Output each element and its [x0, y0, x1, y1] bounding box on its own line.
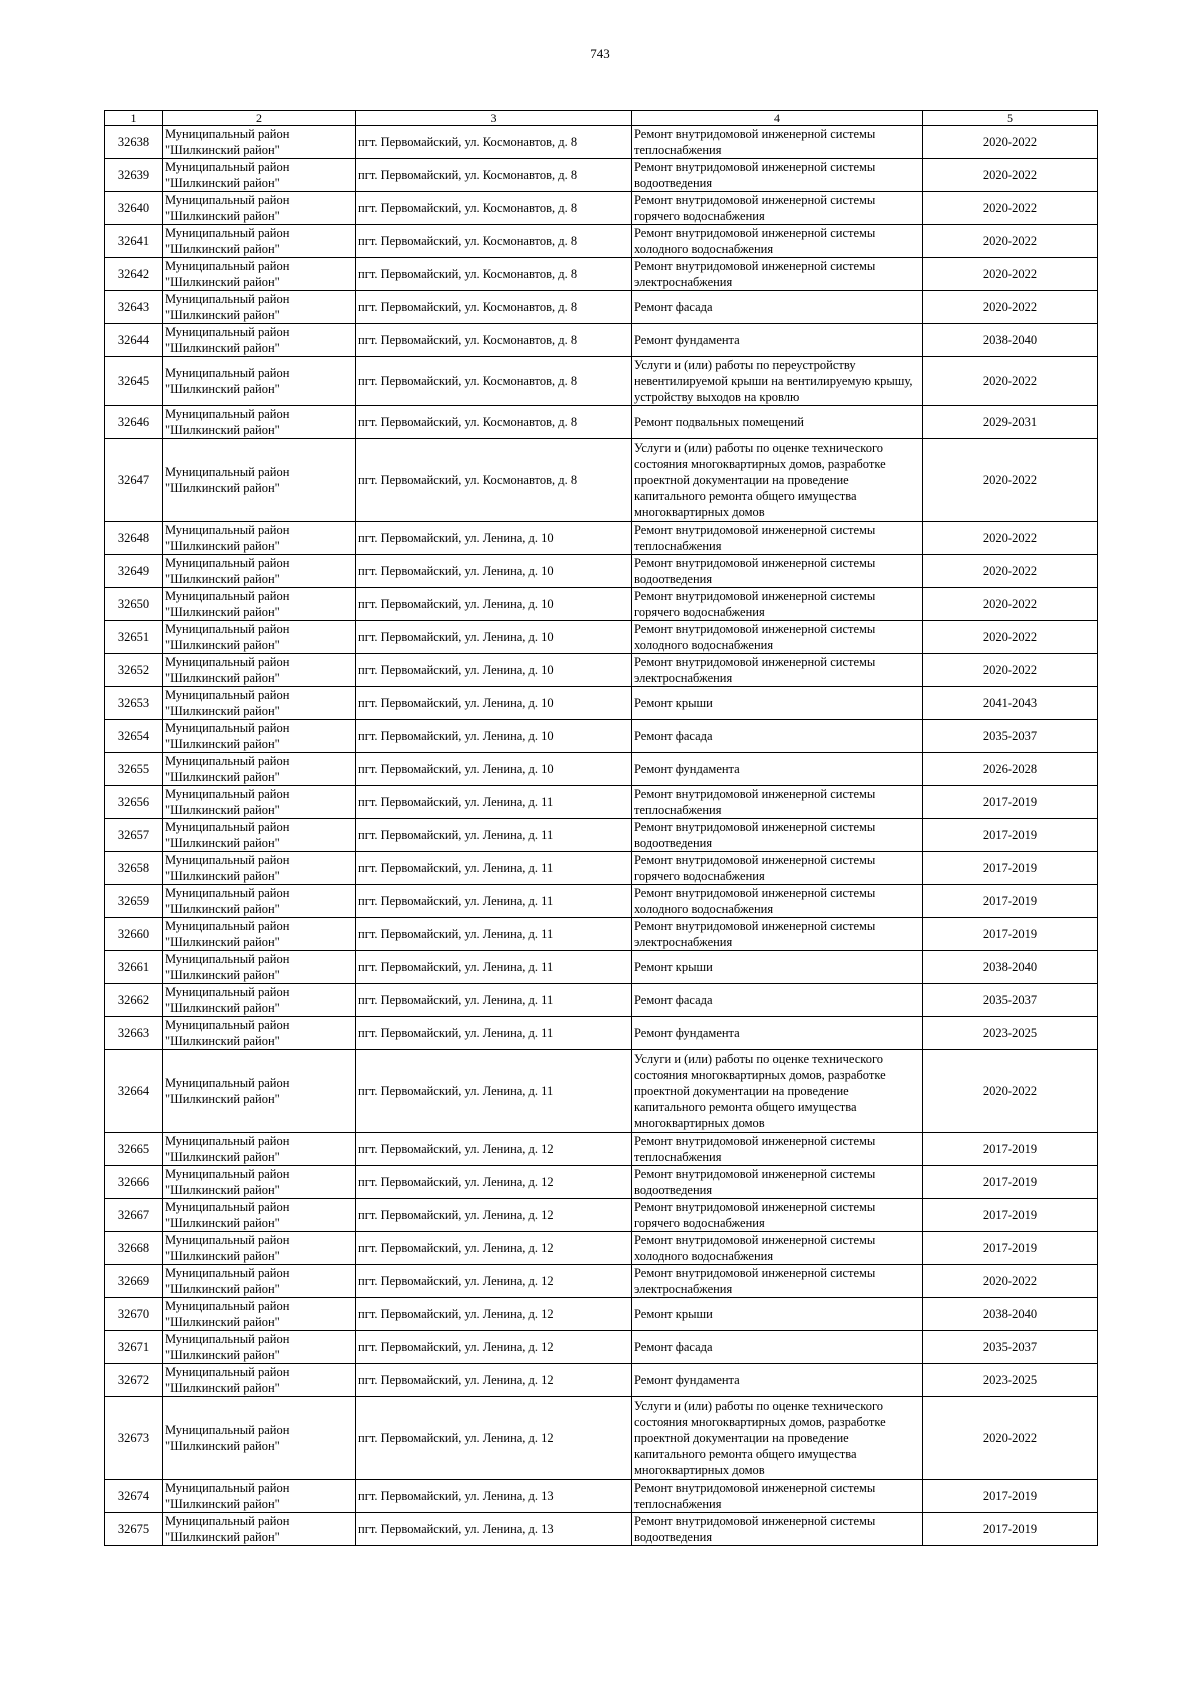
address-cell: пгт. Первомайский, ул. Ленина, д. 12 [356, 1265, 632, 1298]
address-cell: пгт. Первомайский, ул. Ленина, д. 13 [356, 1513, 632, 1546]
row-number-cell: 32645 [105, 357, 163, 406]
municipality-cell: Муниципальный район "Шилкинский район" [163, 258, 356, 291]
period-cell: 2023-2025 [923, 1364, 1098, 1397]
table-row [105, 786, 1098, 819]
municipality-cell: Муниципальный район "Шилкинский район" [163, 159, 356, 192]
work-type-cell: Ремонт внутридомовой инженерной системы холодного водоснабжения [632, 225, 923, 258]
address-cell: пгт. Первомайский, ул. Космонавтов, д. 8 [356, 192, 632, 225]
period-cell: 2035-2037 [923, 984, 1098, 1017]
row-number-cell: 32658 [105, 852, 163, 885]
table-row [105, 1397, 1098, 1480]
column-header-4: 4 [632, 111, 923, 126]
work-type-cell: Услуги и (или) работы по оценке технического состояния многоквартирных домов, разработке проектной документации на проведение капитального ремонта общего имущества многоквартирных домов [632, 1050, 923, 1133]
period-cell: 2017-2019 [923, 885, 1098, 918]
municipality-cell: Муниципальный район "Шилкинский район" [163, 1397, 356, 1480]
municipality-cell: Муниципальный район "Шилкинский район" [163, 885, 356, 918]
work-type-cell: Ремонт внутридомовой инженерной системы водоотведения [632, 555, 923, 588]
address-cell: пгт. Первомайский, ул. Ленина, д. 12 [356, 1331, 632, 1364]
address-cell: пгт. Первомайский, ул. Ленина, д. 12 [356, 1199, 632, 1232]
municipality-cell: Муниципальный район "Шилкинский район" [163, 1331, 356, 1364]
period-cell: 2020-2022 [923, 621, 1098, 654]
period-cell: 2038-2040 [923, 1298, 1098, 1331]
address-cell: пгт. Первомайский, ул. Ленина, д. 10 [356, 654, 632, 687]
row-number-cell: 32649 [105, 555, 163, 588]
table-row [105, 258, 1098, 291]
address-cell: пгт. Первомайский, ул. Ленина, д. 12 [356, 1364, 632, 1397]
address-cell: пгт. Первомайский, ул. Ленина, д. 12 [356, 1397, 632, 1480]
row-number-cell: 32664 [105, 1050, 163, 1133]
period-cell: 2020-2022 [923, 522, 1098, 555]
period-cell: 2020-2022 [923, 555, 1098, 588]
row-number-cell: 32674 [105, 1480, 163, 1513]
table-row [105, 357, 1098, 406]
municipality-cell: Муниципальный район "Шилкинский район" [163, 654, 356, 687]
period-cell: 2020-2022 [923, 192, 1098, 225]
row-number-cell: 32641 [105, 225, 163, 258]
column-header-5: 5 [923, 111, 1098, 126]
work-type-cell: Ремонт фасада [632, 720, 923, 753]
municipality-cell: Муниципальный район "Шилкинский район" [163, 951, 356, 984]
address-cell: пгт. Первомайский, ул. Ленина, д. 11 [356, 786, 632, 819]
row-number-cell: 32663 [105, 1017, 163, 1050]
table-row [105, 1050, 1098, 1133]
address-cell: пгт. Первомайский, ул. Космонавтов, д. 8 [356, 291, 632, 324]
table-row [105, 126, 1098, 159]
municipality-cell: Муниципальный район "Шилкинский район" [163, 984, 356, 1017]
table-row [105, 621, 1098, 654]
work-type-cell: Ремонт внутридомовой инженерной системы холодного водоснабжения [632, 1232, 923, 1265]
address-cell: пгт. Первомайский, ул. Ленина, д. 10 [356, 588, 632, 621]
table-row [105, 1232, 1098, 1265]
municipality-cell: Муниципальный район "Шилкинский район" [163, 291, 356, 324]
row-number-cell: 32666 [105, 1166, 163, 1199]
period-cell: 2020-2022 [923, 258, 1098, 291]
period-cell: 2023-2025 [923, 1017, 1098, 1050]
period-cell: 2017-2019 [923, 852, 1098, 885]
period-cell: 2038-2040 [923, 951, 1098, 984]
work-type-cell: Ремонт внутридомовой инженерной системы электроснабжения [632, 654, 923, 687]
period-cell: 2020-2022 [923, 439, 1098, 522]
period-cell: 2020-2022 [923, 291, 1098, 324]
work-type-cell: Ремонт внутридомовой инженерной системы горячего водоснабжения [632, 1199, 923, 1232]
table-row [105, 720, 1098, 753]
municipality-cell: Муниципальный район "Шилкинский район" [163, 406, 356, 439]
table-row [105, 291, 1098, 324]
table-row [105, 192, 1098, 225]
row-number-cell: 32661 [105, 951, 163, 984]
work-type-cell: Услуги и (или) работы по оценке технического состояния многоквартирных домов, разработке проектной документации на проведение капитального ремонта общего имущества многоквартирных домов [632, 439, 923, 522]
work-type-cell: Услуги и (или) работы по переустройству невентилируемой крыши на вентилируемую крышу, устройству выходов на кровлю [632, 357, 923, 406]
row-number-cell: 32659 [105, 885, 163, 918]
row-number-cell: 32675 [105, 1513, 163, 1546]
address-cell: пгт. Первомайский, ул. Ленина, д. 12 [356, 1166, 632, 1199]
work-type-cell: Ремонт внутридомовой инженерной системы теплоснабжения [632, 126, 923, 159]
municipality-cell: Муниципальный район "Шилкинский район" [163, 225, 356, 258]
row-number-cell: 32670 [105, 1298, 163, 1331]
table-row [105, 406, 1098, 439]
period-cell: 2020-2022 [923, 126, 1098, 159]
table-row [105, 1480, 1098, 1513]
work-type-cell: Ремонт внутридомовой инженерной системы теплоснабжения [632, 522, 923, 555]
table-row [105, 885, 1098, 918]
table-row [105, 918, 1098, 951]
row-number-cell: 32671 [105, 1331, 163, 1364]
table-row [105, 1364, 1098, 1397]
row-number-cell: 32672 [105, 1364, 163, 1397]
address-cell: пгт. Первомайский, ул. Ленина, д. 11 [356, 852, 632, 885]
table-row [105, 439, 1098, 522]
work-type-cell: Ремонт фундамента [632, 753, 923, 786]
period-cell: 2020-2022 [923, 588, 1098, 621]
table-row [105, 225, 1098, 258]
work-type-cell: Ремонт внутридомовой инженерной системы электроснабжения [632, 918, 923, 951]
period-cell: 2017-2019 [923, 1513, 1098, 1546]
row-number-cell: 32643 [105, 291, 163, 324]
address-cell: пгт. Первомайский, ул. Космонавтов, д. 8 [356, 324, 632, 357]
table-row [105, 1265, 1098, 1298]
period-cell: 2017-2019 [923, 819, 1098, 852]
address-cell: пгт. Первомайский, ул. Ленина, д. 12 [356, 1298, 632, 1331]
address-cell: пгт. Первомайский, ул. Космонавтов, д. 8 [356, 225, 632, 258]
period-cell: 2035-2037 [923, 1331, 1098, 1364]
work-type-cell: Ремонт крыши [632, 951, 923, 984]
municipality-cell: Муниципальный район "Шилкинский район" [163, 687, 356, 720]
work-type-cell: Ремонт внутридомовой инженерной системы электроснабжения [632, 1265, 923, 1298]
address-cell: пгт. Первомайский, ул. Ленина, д. 11 [356, 885, 632, 918]
work-type-cell: Ремонт внутридомовой инженерной системы теплоснабжения [632, 786, 923, 819]
period-cell: 2041-2043 [923, 687, 1098, 720]
period-cell: 2017-2019 [923, 786, 1098, 819]
row-number-cell: 32654 [105, 720, 163, 753]
period-cell: 2026-2028 [923, 753, 1098, 786]
table-row [105, 1017, 1098, 1050]
municipality-cell: Муниципальный район "Шилкинский район" [163, 1232, 356, 1265]
table-row [105, 1133, 1098, 1166]
column-header-1: 1 [105, 111, 163, 126]
row-number-cell: 32660 [105, 918, 163, 951]
table-row [105, 588, 1098, 621]
capital-repair-table [104, 110, 1098, 1546]
table-row [105, 1298, 1098, 1331]
table-row [105, 654, 1098, 687]
row-number-cell: 32665 [105, 1133, 163, 1166]
address-cell: пгт. Первомайский, ул. Ленина, д. 10 [356, 753, 632, 786]
row-number-cell: 32656 [105, 786, 163, 819]
period-cell: 2017-2019 [923, 1232, 1098, 1265]
period-cell: 2020-2022 [923, 159, 1098, 192]
work-type-cell: Ремонт фундамента [632, 324, 923, 357]
period-cell: 2017-2019 [923, 1166, 1098, 1199]
work-type-cell: Услуги и (или) работы по оценке технического состояния многоквартирных домов, разработке проектной документации на проведение капитального ремонта общего имущества многоквартирных домов [632, 1397, 923, 1480]
period-cell: 2017-2019 [923, 918, 1098, 951]
period-cell: 2017-2019 [923, 1480, 1098, 1513]
municipality-cell: Муниципальный район "Шилкинский район" [163, 1265, 356, 1298]
municipality-cell: Муниципальный район "Шилкинский район" [163, 192, 356, 225]
row-number-cell: 32667 [105, 1199, 163, 1232]
table-row [105, 753, 1098, 786]
address-cell: пгт. Первомайский, ул. Ленина, д. 11 [356, 918, 632, 951]
period-cell: 2020-2022 [923, 1397, 1098, 1480]
period-cell: 2020-2022 [923, 225, 1098, 258]
municipality-cell: Муниципальный район "Шилкинский район" [163, 1050, 356, 1133]
address-cell: пгт. Первомайский, ул. Космонавтов, д. 8 [356, 357, 632, 406]
table-row [105, 159, 1098, 192]
row-number-cell: 32662 [105, 984, 163, 1017]
row-number-cell: 32648 [105, 522, 163, 555]
table-header-row [105, 111, 1098, 126]
table-row [105, 1331, 1098, 1364]
municipality-cell: Муниципальный район "Шилкинский район" [163, 1364, 356, 1397]
work-type-cell: Ремонт внутридомовой инженерной системы водоотведения [632, 819, 923, 852]
address-cell: пгт. Первомайский, ул. Ленина, д. 11 [356, 819, 632, 852]
period-cell: 2020-2022 [923, 357, 1098, 406]
page-number: 743 [590, 46, 610, 61]
table-row [105, 1513, 1098, 1546]
municipality-cell: Муниципальный район "Шилкинский район" [163, 852, 356, 885]
row-number-cell: 32651 [105, 621, 163, 654]
work-type-cell: Ремонт фундамента [632, 1017, 923, 1050]
municipality-cell: Муниципальный район "Шилкинский район" [163, 753, 356, 786]
municipality-cell: Муниципальный район "Шилкинский район" [163, 1166, 356, 1199]
table-row [105, 819, 1098, 852]
work-type-cell: Ремонт внутридомовой инженерной системы холодного водоснабжения [632, 885, 923, 918]
address-cell: пгт. Первомайский, ул. Ленина, д. 12 [356, 1133, 632, 1166]
row-number-cell: 32638 [105, 126, 163, 159]
row-number-cell: 32652 [105, 654, 163, 687]
row-number-cell: 32657 [105, 819, 163, 852]
municipality-cell: Муниципальный район "Шилкинский район" [163, 588, 356, 621]
municipality-cell: Муниципальный район "Шилкинский район" [163, 621, 356, 654]
work-type-cell: Ремонт внутридомовой инженерной системы горячего водоснабжения [632, 192, 923, 225]
work-type-cell: Ремонт фундамента [632, 1364, 923, 1397]
municipality-cell: Муниципальный район "Шилкинский район" [163, 439, 356, 522]
period-cell: 2020-2022 [923, 1050, 1098, 1133]
address-cell: пгт. Первомайский, ул. Космонавтов, д. 8 [356, 439, 632, 522]
municipality-cell: Муниципальный район "Шилкинский район" [163, 126, 356, 159]
address-cell: пгт. Первомайский, ул. Ленина, д. 11 [356, 1017, 632, 1050]
period-cell: 2017-2019 [923, 1133, 1098, 1166]
table-row [105, 1199, 1098, 1232]
row-number-cell: 32644 [105, 324, 163, 357]
period-cell: 2020-2022 [923, 1265, 1098, 1298]
municipality-cell: Муниципальный район "Шилкинский район" [163, 819, 356, 852]
period-cell: 2038-2040 [923, 324, 1098, 357]
address-cell: пгт. Первомайский, ул. Ленина, д. 10 [356, 687, 632, 720]
work-type-cell: Ремонт фасада [632, 984, 923, 1017]
municipality-cell: Муниципальный район "Шилкинский район" [163, 1298, 356, 1331]
table-row [105, 522, 1098, 555]
municipality-cell: Муниципальный район "Шилкинский район" [163, 1133, 356, 1166]
column-header-3: 3 [356, 111, 632, 126]
work-type-cell: Ремонт внутридомовой инженерной системы теплоснабжения [632, 1133, 923, 1166]
table-row [105, 951, 1098, 984]
row-number-cell: 32668 [105, 1232, 163, 1265]
row-number-cell: 32669 [105, 1265, 163, 1298]
work-type-cell: Ремонт внутридомовой инженерной системы электроснабжения [632, 258, 923, 291]
period-cell: 2029-2031 [923, 406, 1098, 439]
municipality-cell: Муниципальный район "Шилкинский район" [163, 918, 356, 951]
column-header-2: 2 [163, 111, 356, 126]
table-row [105, 555, 1098, 588]
address-cell: пгт. Первомайский, ул. Ленина, д. 10 [356, 621, 632, 654]
work-type-cell: Ремонт крыши [632, 1298, 923, 1331]
address-cell: пгт. Первомайский, ул. Космонавтов, д. 8 [356, 406, 632, 439]
row-number-cell: 32647 [105, 439, 163, 522]
row-number-cell: 32673 [105, 1397, 163, 1480]
municipality-cell: Муниципальный район "Шилкинский район" [163, 555, 356, 588]
municipality-cell: Муниципальный район "Шилкинский район" [163, 1199, 356, 1232]
work-type-cell: Ремонт внутридомовой инженерной системы горячего водоснабжения [632, 852, 923, 885]
address-cell: пгт. Первомайский, ул. Ленина, д. 11 [356, 951, 632, 984]
row-number-cell: 32640 [105, 192, 163, 225]
period-cell: 2017-2019 [923, 1199, 1098, 1232]
address-cell: пгт. Первомайский, ул. Ленина, д. 10 [356, 720, 632, 753]
row-number-cell: 32646 [105, 406, 163, 439]
address-cell: пгт. Первомайский, ул. Космонавтов, д. 8 [356, 159, 632, 192]
municipality-cell: Муниципальный район "Шилкинский район" [163, 522, 356, 555]
address-cell: пгт. Первомайский, ул. Космонавтов, д. 8 [356, 126, 632, 159]
work-type-cell: Ремонт фасада [632, 291, 923, 324]
work-type-cell: Ремонт внутридомовой инженерной системы водоотведения [632, 1513, 923, 1546]
address-cell: пгт. Первомайский, ул. Ленина, д. 11 [356, 984, 632, 1017]
work-type-cell: Ремонт внутридомовой инженерной системы горячего водоснабжения [632, 588, 923, 621]
work-type-cell: Ремонт внутридомовой инженерной системы холодного водоснабжения [632, 621, 923, 654]
municipality-cell: Муниципальный район "Шилкинский район" [163, 1513, 356, 1546]
table-row [105, 852, 1098, 885]
municipality-cell: Муниципальный район "Шилкинский район" [163, 324, 356, 357]
work-type-cell: Ремонт внутридомовой инженерной системы теплоснабжения [632, 1480, 923, 1513]
period-cell: 2035-2037 [923, 720, 1098, 753]
row-number-cell: 32642 [105, 258, 163, 291]
municipality-cell: Муниципальный район "Шилкинский район" [163, 1480, 356, 1513]
municipality-cell: Муниципальный район "Шилкинский район" [163, 720, 356, 753]
address-cell: пгт. Первомайский, ул. Ленина, д. 11 [356, 1050, 632, 1133]
address-cell: пгт. Первомайский, ул. Ленина, д. 12 [356, 1232, 632, 1265]
address-cell: пгт. Первомайский, ул. Ленина, д. 10 [356, 522, 632, 555]
row-number-cell: 32655 [105, 753, 163, 786]
row-number-cell: 32639 [105, 159, 163, 192]
work-type-cell: Ремонт фасада [632, 1331, 923, 1364]
address-cell: пгт. Первомайский, ул. Ленина, д. 13 [356, 1480, 632, 1513]
municipality-cell: Муниципальный район "Шилкинский район" [163, 1017, 356, 1050]
table-row [105, 687, 1098, 720]
work-type-cell: Ремонт крыши [632, 687, 923, 720]
row-number-cell: 32653 [105, 687, 163, 720]
work-type-cell: Ремонт внутридомовой инженерной системы водоотведения [632, 159, 923, 192]
municipality-cell: Муниципальный район "Шилкинский район" [163, 786, 356, 819]
municipality-cell: Муниципальный район "Шилкинский район" [163, 357, 356, 406]
work-type-cell: Ремонт внутридомовой инженерной системы водоотведения [632, 1166, 923, 1199]
table-row [105, 324, 1098, 357]
table-row [105, 1166, 1098, 1199]
table-body [105, 126, 1098, 1546]
row-number-cell: 32650 [105, 588, 163, 621]
work-type-cell: Ремонт подвальных помещений [632, 406, 923, 439]
address-cell: пгт. Первомайский, ул. Космонавтов, д. 8 [356, 258, 632, 291]
address-cell: пгт. Первомайский, ул. Ленина, д. 10 [356, 555, 632, 588]
period-cell: 2020-2022 [923, 654, 1098, 687]
table-row [105, 984, 1098, 1017]
